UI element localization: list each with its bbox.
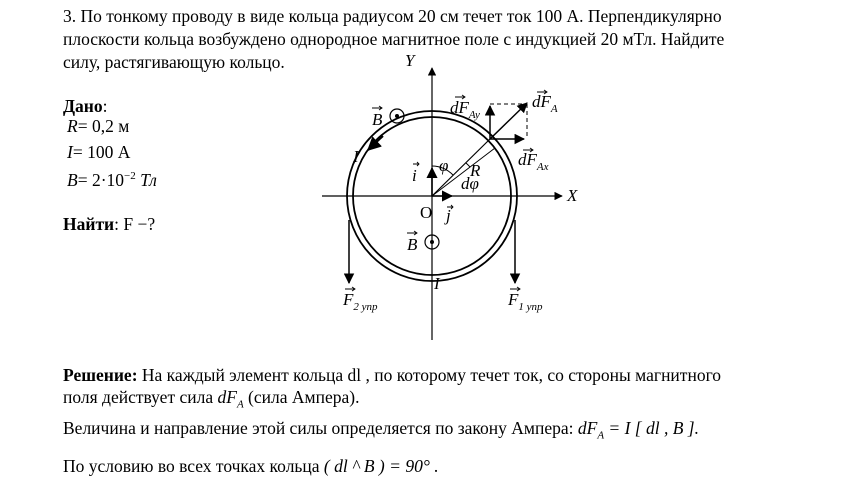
axis-y-label: Y bbox=[405, 51, 415, 70]
phi-label: φ bbox=[439, 156, 449, 175]
given-R: R= 0,2 м bbox=[67, 116, 130, 136]
dF-A-inline: dF bbox=[217, 387, 237, 407]
problem-line-1: 3. По тонкому проводу в виде кольца радиусом 20 см течет ток 100 А. Перпендикулярно bbox=[63, 6, 722, 26]
dF-Ay-label: $dF_{Ay}$ bbox=[450, 98, 480, 121]
F1-label: $F_{1 упр}$ bbox=[508, 290, 543, 313]
F2-label: $F_{2 упр}$ bbox=[343, 290, 378, 313]
dphi-label: dφ bbox=[461, 174, 479, 193]
dF-Ax-label: $dF_{Ax}$ bbox=[518, 150, 549, 173]
solution-line-1: Решение: На каждый элемент кольца dl , по которому течет ток, со стороны магнитного bbox=[63, 365, 722, 385]
current-left-label: I bbox=[353, 147, 359, 166]
B-bottom-label: B bbox=[407, 235, 418, 254]
origin-label: O bbox=[420, 203, 433, 222]
given-I: I= 100 А bbox=[67, 142, 131, 162]
solution-line-3: Величина и направление этой силы определяется по закону Ампера: $dF_A = I$ [ dl , B ]. bbox=[63, 418, 699, 442]
dF-A-label: $dF_A$ bbox=[532, 92, 558, 115]
given-heading: Дано: bbox=[63, 96, 108, 116]
find-line: Найти: F −? bbox=[63, 214, 156, 234]
unit-i-label: i bbox=[412, 166, 417, 185]
B-top-dot bbox=[395, 114, 399, 118]
solution-line-2: поля действует сила $dF_A$ (сила Ампера). bbox=[63, 387, 360, 411]
unit-j-label: j bbox=[446, 206, 451, 225]
B-top-label: B bbox=[372, 110, 383, 129]
current-bottom-label: I bbox=[434, 274, 440, 293]
radius-label: R bbox=[470, 161, 481, 180]
angle-formula: ( dl ^ B ) = 90° . bbox=[323, 456, 439, 476]
dF-A-vector bbox=[490, 103, 527, 139]
solution-line-4: По условию во всех точках кольца ( dl ^ B ) = 90° . bbox=[63, 456, 439, 476]
axis-x-label: X bbox=[567, 186, 578, 205]
problem-line-2: плоскости кольца возбуждено однородное магнитное поле с индукцией 20 мТл. Найдите bbox=[63, 29, 725, 49]
given-B: $B= 2\cdot 10^{-2}$ Тл bbox=[67, 170, 157, 190]
B-bottom-dot bbox=[430, 240, 434, 244]
ampere-formula: = I [ dl , B ]. bbox=[604, 418, 699, 438]
problem-line-3: силу, растягивающую кольцо. bbox=[63, 52, 285, 72]
